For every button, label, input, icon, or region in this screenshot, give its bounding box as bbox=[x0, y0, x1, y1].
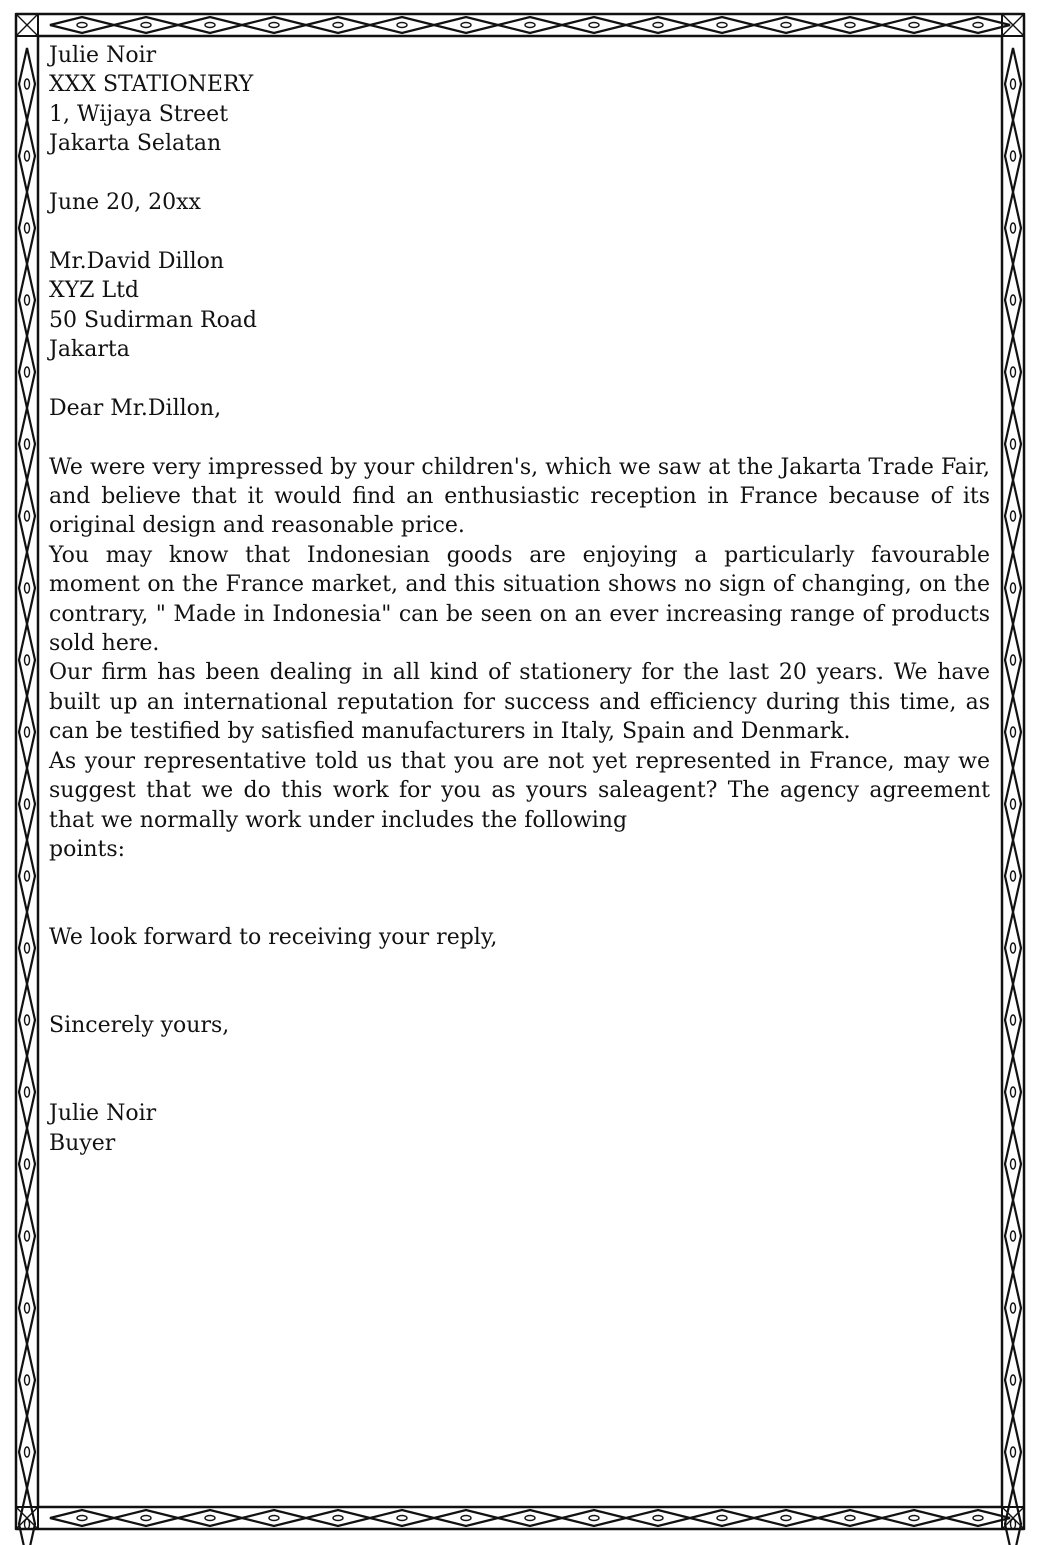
spacer bbox=[49, 423, 990, 452]
border-ornament bbox=[1005, 984, 1021, 1056]
border-ornament bbox=[25, 1087, 30, 1097]
recipient-name: Mr.David Dillon bbox=[49, 248, 225, 274]
border-ornament bbox=[1005, 1488, 1021, 1545]
letter-date: June 20, 20xx bbox=[49, 190, 201, 216]
border-ornament bbox=[690, 1510, 754, 1526]
signature-name: Julie Noir bbox=[49, 1101, 157, 1127]
border-ornament bbox=[114, 17, 178, 33]
border-ornament bbox=[1011, 943, 1016, 953]
border-ornament bbox=[77, 23, 87, 28]
border-ornament bbox=[19, 120, 35, 192]
border-ornament bbox=[754, 1510, 818, 1526]
border-ornament bbox=[1005, 192, 1021, 264]
border-ornament bbox=[25, 1015, 30, 1025]
border-ornament bbox=[1011, 223, 1016, 233]
border-ornament bbox=[845, 23, 855, 28]
letter bbox=[49, 41, 990, 1158]
border-ornament bbox=[370, 1510, 434, 1526]
border-ornament bbox=[1011, 367, 1016, 377]
border-ornament bbox=[205, 23, 215, 28]
border-ornament bbox=[1005, 552, 1021, 624]
body-paragraph-3: Our firm has been dealing in all kind of stationery for the last 20 years. We have built up an international reputation for success and efficiency during this time, as can be testified by satisfied manufacturers in Italy, Spain and Denmark. bbox=[49, 660, 990, 745]
border-ornament bbox=[626, 17, 690, 33]
border-ornament bbox=[25, 367, 30, 377]
border-ornament bbox=[1011, 1375, 1016, 1385]
border-ornament bbox=[562, 17, 626, 33]
border-ornament bbox=[1011, 151, 1016, 161]
border-ornament bbox=[461, 1516, 471, 1521]
border-ornament bbox=[19, 984, 35, 1056]
border-ornament bbox=[25, 511, 30, 521]
border-ornament bbox=[19, 1200, 35, 1272]
border-ornament bbox=[1005, 1344, 1021, 1416]
border-ornament bbox=[525, 1516, 535, 1521]
border-ornament bbox=[946, 17, 1010, 33]
salutation: Dear Mr.Dillon, bbox=[49, 395, 222, 421]
border-ornament bbox=[973, 23, 983, 28]
border-ornament bbox=[1011, 727, 1016, 737]
border-ornament bbox=[717, 23, 727, 28]
border-ornament bbox=[19, 624, 35, 696]
border-ornament bbox=[25, 727, 30, 737]
border-ornament bbox=[1011, 511, 1016, 521]
border-ornament bbox=[25, 79, 30, 89]
spacer bbox=[49, 953, 990, 982]
border-ornament bbox=[498, 1510, 562, 1526]
border-ornament bbox=[19, 480, 35, 552]
border-ornament bbox=[25, 1231, 30, 1241]
border-ornament bbox=[562, 1510, 626, 1526]
sender-street: 1, Wijaya Street bbox=[49, 101, 229, 127]
border-ornament bbox=[19, 192, 35, 264]
border-ornament bbox=[1011, 1159, 1016, 1169]
border-ornament bbox=[1011, 1231, 1016, 1241]
border-ornament bbox=[434, 1510, 498, 1526]
border-ornament bbox=[434, 17, 498, 33]
border-ornament bbox=[818, 1510, 882, 1526]
border-ornament bbox=[461, 23, 471, 28]
border-ornament bbox=[1011, 1303, 1016, 1313]
border-ornament bbox=[1005, 768, 1021, 840]
border-ornament bbox=[333, 1516, 343, 1521]
border-ornament bbox=[25, 1447, 30, 1457]
border-ornament bbox=[1011, 655, 1016, 665]
border-ornament bbox=[973, 1516, 983, 1521]
border-ornament bbox=[845, 1516, 855, 1521]
border-ornament bbox=[1005, 264, 1021, 336]
border-ornament bbox=[589, 1516, 599, 1521]
border-ornament bbox=[16, 14, 38, 36]
border-ornament bbox=[178, 1510, 242, 1526]
spacer bbox=[49, 217, 990, 246]
border-ornament bbox=[1011, 79, 1016, 89]
border-ornament bbox=[781, 23, 791, 28]
recipient-city: Jakarta bbox=[49, 337, 130, 363]
border-ornament bbox=[1005, 1272, 1021, 1344]
border-ornament bbox=[19, 48, 35, 120]
border-ornament bbox=[141, 23, 151, 28]
spacer bbox=[49, 982, 990, 1011]
border-ornament bbox=[19, 912, 35, 984]
border-ornament bbox=[25, 1303, 30, 1313]
border-ornament bbox=[882, 1510, 946, 1526]
border-ornament bbox=[19, 552, 35, 624]
border-ornament bbox=[141, 1516, 151, 1521]
recipient-company: XYZ Ltd bbox=[49, 278, 139, 304]
border-ornament bbox=[1005, 1128, 1021, 1200]
border-ornament bbox=[1011, 1015, 1016, 1025]
border-ornament bbox=[25, 151, 30, 161]
sender-city: Jakarta Selatan bbox=[49, 131, 222, 157]
border-ornament bbox=[77, 1516, 87, 1521]
border-ornament bbox=[754, 17, 818, 33]
border-ornament bbox=[25, 583, 30, 593]
border-ornament bbox=[19, 1488, 35, 1545]
border-ornament bbox=[946, 1510, 1010, 1526]
body-paragraph-1: We were very impressed by your children's, which we saw at the Jakarta Trade Fair, and believe that it would find an enthusiastic reception in France because of its original design and reasonable price. bbox=[49, 454, 990, 539]
spacer bbox=[49, 1041, 990, 1070]
border-ornament bbox=[242, 1510, 306, 1526]
border-ornament bbox=[19, 1272, 35, 1344]
border-ornament bbox=[1005, 480, 1021, 552]
border-ornament bbox=[1002, 14, 1024, 36]
border-ornament bbox=[19, 1344, 35, 1416]
border-ornament bbox=[653, 23, 663, 28]
border-ornament bbox=[1005, 1416, 1021, 1488]
border-ornament bbox=[1005, 336, 1021, 408]
spacer bbox=[49, 364, 990, 393]
border-ornament bbox=[781, 1516, 791, 1521]
spacer bbox=[49, 159, 990, 188]
border-ornament bbox=[717, 1516, 727, 1521]
body-paragraph-4: As your representative told us that you are not yet represented in France, may we suggest that we do this work for you as yours saleagent? The agency agreement that we normally work under includes the following bbox=[49, 748, 990, 833]
border-ornament bbox=[114, 1510, 178, 1526]
recipient-street: 50 Sudirman Road bbox=[49, 307, 258, 333]
border-ornament bbox=[370, 17, 434, 33]
border-ornament bbox=[269, 1516, 279, 1521]
border-ornament bbox=[25, 799, 30, 809]
border-ornament bbox=[25, 1159, 30, 1169]
sender-name: Julie Noir bbox=[49, 43, 157, 68]
border-ornament bbox=[1005, 120, 1021, 192]
border-ornament bbox=[19, 1416, 35, 1488]
border-ornament bbox=[19, 840, 35, 912]
closing-line: We look forward to receiving your reply, bbox=[49, 925, 498, 951]
border-ornament bbox=[498, 17, 562, 33]
border-ornament bbox=[1011, 583, 1016, 593]
border-ornament bbox=[909, 23, 919, 28]
border-ornament bbox=[25, 439, 30, 449]
border-ornament bbox=[525, 23, 535, 28]
border-ornament bbox=[626, 1510, 690, 1526]
border-ornament bbox=[19, 336, 35, 408]
border-ornament bbox=[653, 1516, 663, 1521]
border-ornament bbox=[1005, 408, 1021, 480]
border-ornament bbox=[690, 17, 754, 33]
border-ornament bbox=[1011, 295, 1016, 305]
border-ornament bbox=[242, 17, 306, 33]
signature-title: Buyer bbox=[49, 1130, 116, 1156]
border-ornament bbox=[1005, 912, 1021, 984]
spacer bbox=[49, 1070, 990, 1099]
border-ornament bbox=[882, 17, 946, 33]
complimentary-close: Sincerely yours, bbox=[49, 1013, 230, 1039]
spacer bbox=[49, 864, 990, 893]
border-ornament bbox=[306, 1510, 370, 1526]
border-ornament bbox=[205, 1516, 215, 1521]
border-ornament bbox=[1011, 871, 1016, 881]
border-ornament bbox=[589, 23, 599, 28]
border-ornament bbox=[25, 943, 30, 953]
border-ornament bbox=[1005, 1200, 1021, 1272]
border-ornament bbox=[818, 17, 882, 33]
border-ornament bbox=[1005, 840, 1021, 912]
border-ornament bbox=[1011, 799, 1016, 809]
border-ornament bbox=[25, 223, 30, 233]
border-ornament bbox=[19, 1128, 35, 1200]
border-ornament bbox=[397, 1516, 407, 1521]
border-ornament bbox=[19, 768, 35, 840]
border-ornament bbox=[178, 17, 242, 33]
border-ornament bbox=[333, 23, 343, 28]
border-ornament bbox=[1011, 1447, 1016, 1457]
border-ornament bbox=[1005, 624, 1021, 696]
border-ornament bbox=[25, 871, 30, 881]
border-ornament bbox=[19, 408, 35, 480]
border-ornament bbox=[1011, 439, 1016, 449]
border-ornament bbox=[19, 696, 35, 768]
border-ornament bbox=[50, 1510, 114, 1526]
border-ornament bbox=[19, 1056, 35, 1128]
spacer bbox=[49, 894, 990, 923]
border-ornament bbox=[397, 23, 407, 28]
border-ornament bbox=[909, 1516, 919, 1521]
border-ornament bbox=[19, 264, 35, 336]
sender-company: XXX STATIONERY bbox=[49, 72, 254, 98]
border-ornament bbox=[25, 1375, 30, 1385]
border-ornament bbox=[306, 17, 370, 33]
body-paragraph-4-end: points: bbox=[49, 836, 126, 862]
body-paragraph-2: You may know that Indonesian goods are enjoying a particularly favourable moment on the France market, and this situation shows no sign of changing, on the contrary, " Made in Indonesia" can be seen on an ever increasing range of products sold here. bbox=[49, 542, 990, 657]
border-ornament bbox=[25, 655, 30, 665]
border-ornament bbox=[50, 17, 114, 33]
border-ornament bbox=[1005, 1056, 1021, 1128]
border-ornament bbox=[1005, 48, 1021, 120]
border-ornament bbox=[1005, 696, 1021, 768]
border-ornament bbox=[269, 23, 279, 28]
border-ornament bbox=[1011, 1087, 1016, 1097]
border-ornament bbox=[25, 295, 30, 305]
